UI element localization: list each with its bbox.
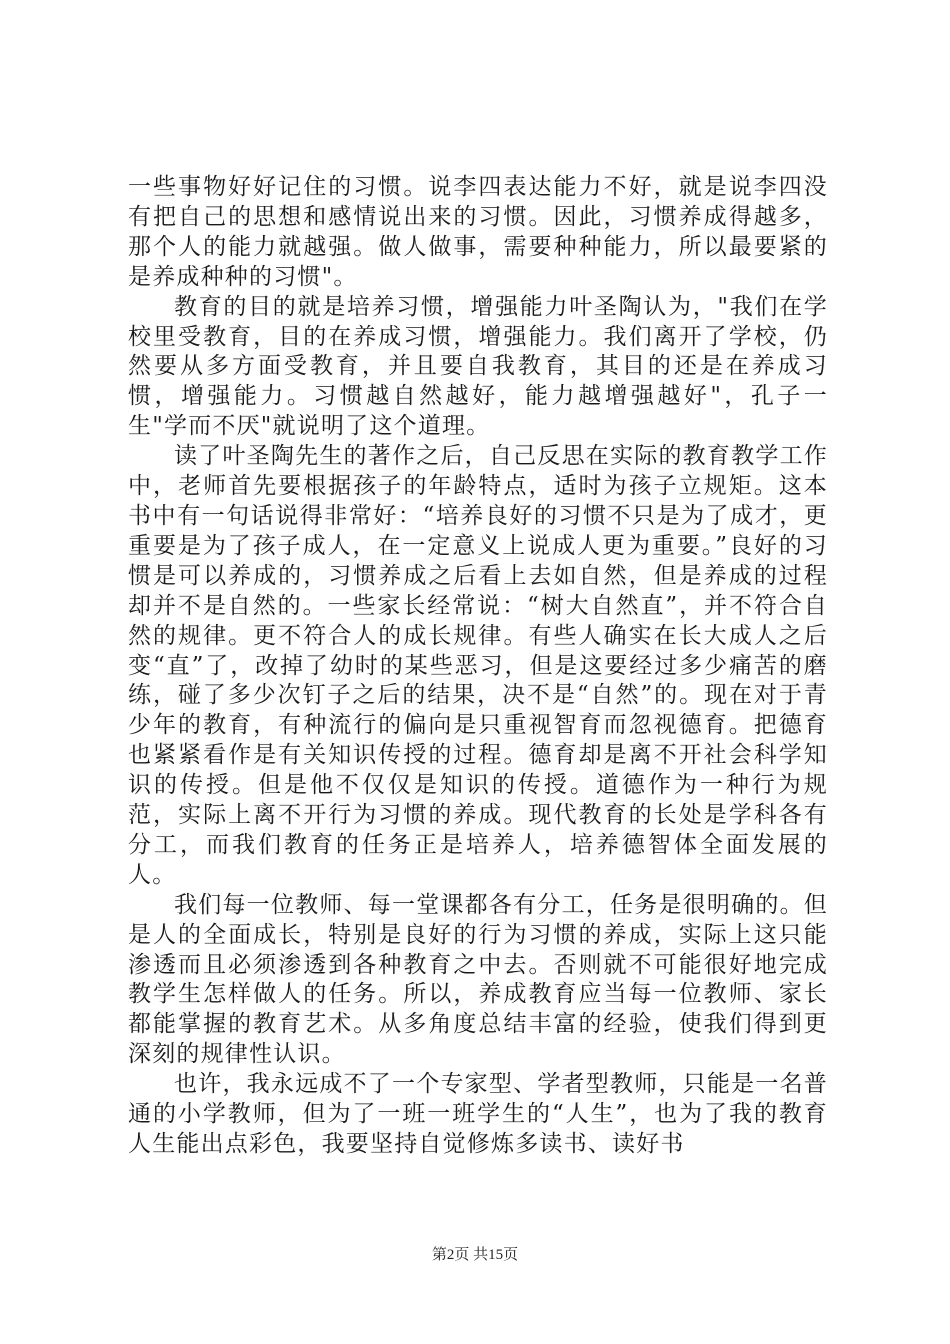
paragraph-teacher-roles: 我们每一位教师、每一堂课都各有分工，任务是很明确的。但是人的全面成长，特别是良好的行为习惯的养成，实际上这只能渗透而且必须渗透到各种教育之中去。否则就不可能很好地完成教学生怎样做人的任务。所以，养成教育应当每一位教师、家长都能掌握的教育艺术。从多角度总结丰富的经验，使我们得到更深刻的规律性认识。	[128, 891, 828, 1068]
body-text	[128, 173, 828, 1160]
paragraph-reflection: 读了叶圣陶先生的著作之后，自己反思在实际的教育教学工作中，老师首先要根据孩子的年龄特点，适时为孩子立规矩。这本书中有一句话说得非常好：“培养良好的习惯不只是为了成才，更重要是为了孩子成人，在一定意义上说成人更为重要。”良好的习惯是可以养成的，习惯养成之后看上去如自然，但是养成的过程却并不是自然的。一些家长经常说：“树大自然直”，并不符合自然的规律。更不符合人的成长规律。有些人确实在长大成人之后变“直”了，改掉了幼时的某些恶习，但是这要经过多少痛苦的磨练，碰了多少次钉子之后的结果，决不是“自然”的。现在对于青少年的教育，有种流行的偏向是只重视智育而忽视德育。把德育也紧紧看作是有关知识传授的过程。德育却是离不开社会科学知识的传授。但是他不仅仅是知识的传授。道德作为一种行为规范，实际上离不开行为习惯的养成。现代教育的长处是学科各有分工，而我们教育的任务正是培养人，培养德智体全面发展的人。	[128, 443, 828, 888]
paragraph-personal-goal: 也许，我永远成不了一个专家型、学者型教师，只能是一名普通的小学教师，但为了一班一班学生的“人生”，也为了我的教育人生能出点彩色，我要坚持自觉修炼多读书、读好书	[128, 1071, 828, 1157]
paragraph-education-purpose: 教育的目的就是培养习惯，增强能力叶圣陶认为，"我们在学校里受教育，目的在养成习惯，增强能力。我们离开了学校，仍然要从多方面受教育，并且要自我教育，其目的还是在养成习惯，增强能力。习惯越自然越好，能力越增强越好"，孔子一生"学而不厌"就说明了这个道理。	[128, 293, 828, 440]
paragraph-continuation: 一些事物好好记住的习惯。说李四表达能力不好，就是说李四没有把自己的思想和感情说出来的习惯。因此，习惯养成得越多，那个人的能力就越强。做人做事，需要种种能力，所以最要紧的是养成种种的习惯"。	[128, 174, 828, 290]
page-number-footer: 第2页 共15页	[431, 1247, 519, 1263]
